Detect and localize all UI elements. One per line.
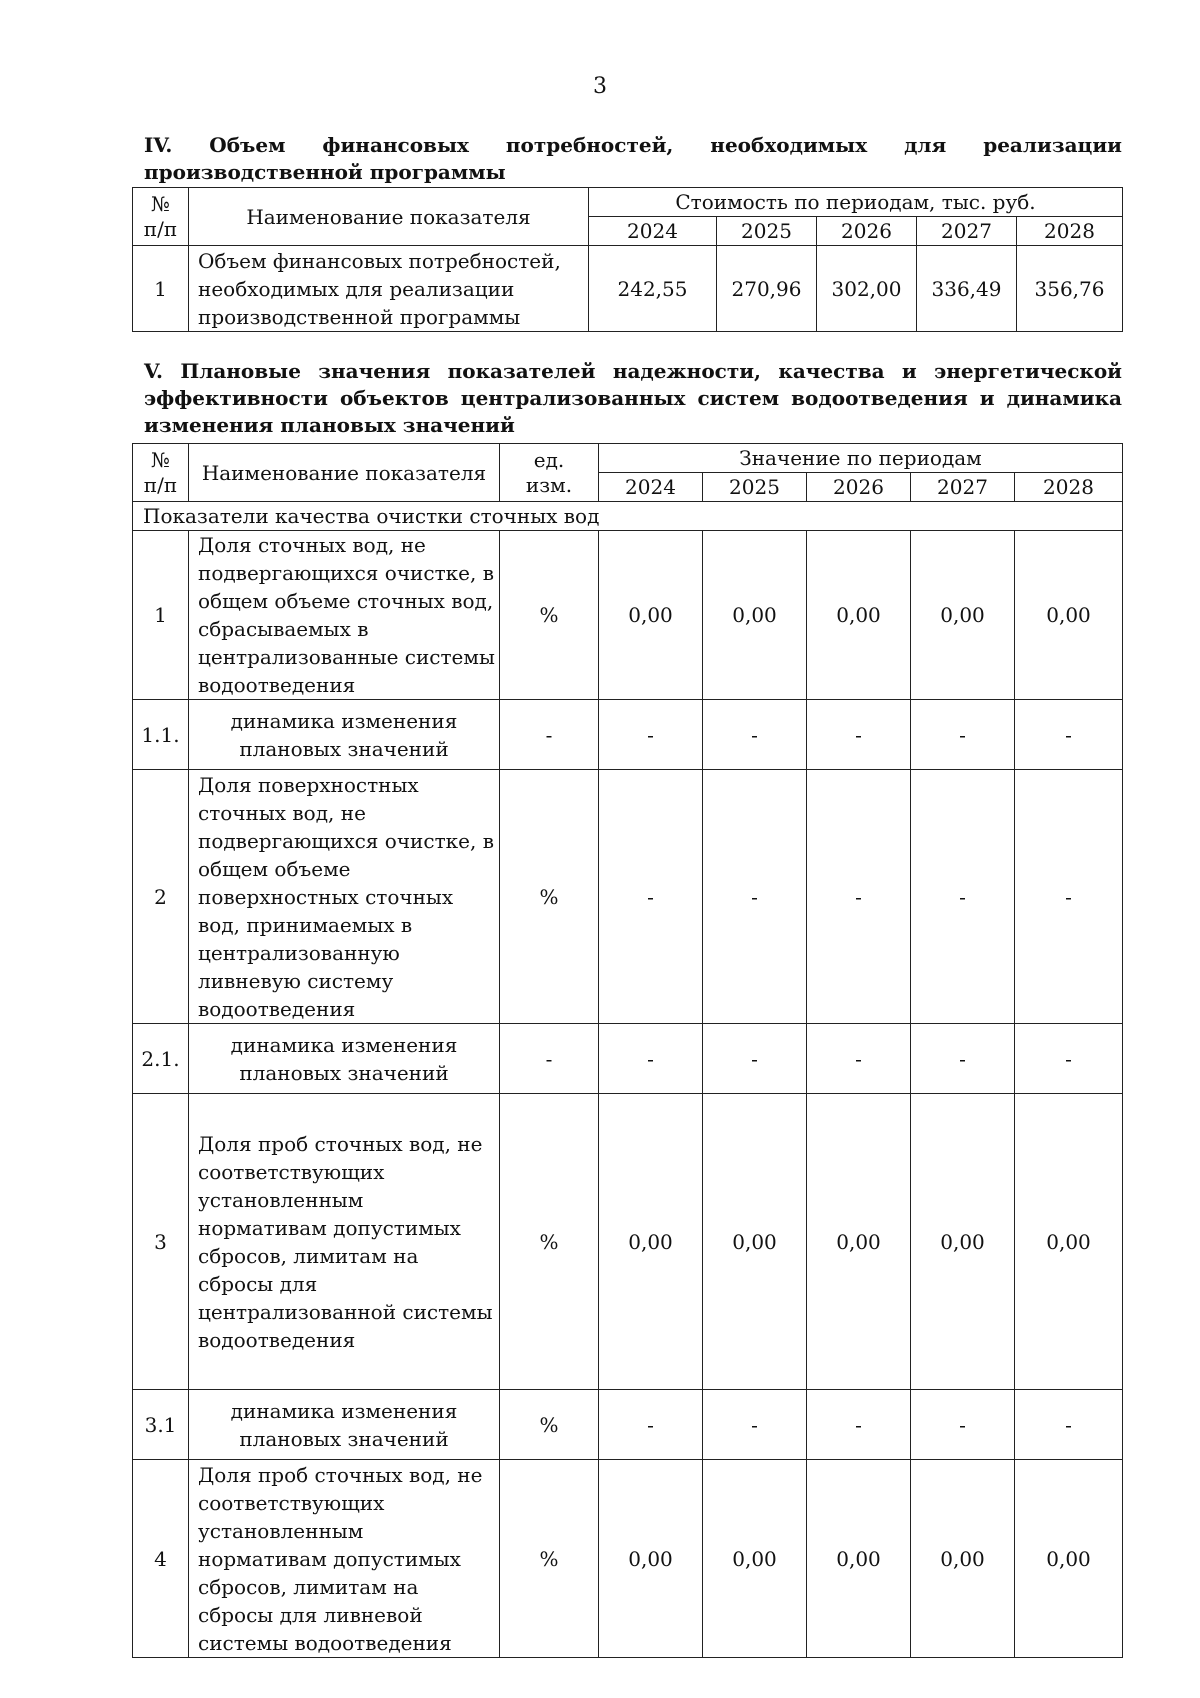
indicators-table — [132, 443, 1123, 1658]
row-num: 1 — [133, 531, 189, 700]
row-num: 3.1 — [133, 1390, 189, 1460]
value-cell: 0,00 — [911, 531, 1015, 700]
value-cell: 0,00 — [807, 1094, 911, 1390]
header-num: № п/п — [133, 188, 189, 246]
section-4-heading: IV. Объем финансовых потребностей, необходимых для реализации производственной программы — [144, 133, 1122, 184]
value-cell: 0,00 — [911, 1094, 1015, 1390]
value-cell: 0,00 — [911, 1460, 1015, 1658]
year-header: 2025 — [717, 217, 817, 246]
row-name: Доля проб сточных вод, не соответствующих установленным нормативам допустимых сбросов, лимитам на сбросы для ливневой системы водоотведения — [189, 1460, 500, 1658]
sub-row — [133, 1024, 1123, 1094]
value-cell: 0,00 — [703, 531, 807, 700]
value-cell: - — [599, 770, 703, 1024]
row-num: 1 — [133, 246, 189, 332]
value-cell: - — [703, 700, 807, 770]
value-cell: - — [1015, 1024, 1123, 1094]
header-num: № п/п — [133, 444, 189, 502]
value-cell: - — [807, 770, 911, 1024]
value-cell: 302,00 — [817, 246, 917, 332]
table-row — [133, 1094, 1123, 1390]
value-cell: - — [1015, 700, 1123, 770]
value-cell: - — [807, 700, 911, 770]
value-cell: 270,96 — [717, 246, 817, 332]
table-row — [133, 531, 1123, 700]
table-row — [133, 1460, 1123, 1658]
table-row — [133, 246, 1123, 332]
value-cell: - — [911, 1024, 1015, 1094]
row-name: Доля поверхностных сточных вод, не подвергающихся очистке, в общем объеме поверхностных сточных вод, принимаемых в централизованную ливневую систему водоотведения — [189, 770, 500, 1024]
row-num: 4 — [133, 1460, 189, 1658]
table-row — [133, 770, 1123, 1024]
value-cell: - — [807, 1024, 911, 1094]
unit-cell: - — [500, 1024, 599, 1094]
row-name: Доля сточных вод, не подвергающихся очистке, в общем объеме сточных вод, сбрасываемых в централизованные системы водоотведения — [189, 531, 500, 700]
value-cell: 0,00 — [599, 531, 703, 700]
year-header: 2027 — [917, 217, 1017, 246]
value-cell: 336,49 — [917, 246, 1017, 332]
value-cell: 0,00 — [703, 1094, 807, 1390]
year-header: 2024 — [599, 473, 703, 502]
value-cell: 356,76 — [1017, 246, 1123, 332]
sub-row — [133, 700, 1123, 770]
value-cell: 0,00 — [807, 531, 911, 700]
value-cell: - — [599, 700, 703, 770]
row-name: динамика изменения плановых значений — [189, 700, 500, 770]
unit-cell: % — [500, 1390, 599, 1460]
value-cell: 0,00 — [1015, 531, 1123, 700]
header-values: Значение по периодам — [599, 444, 1123, 473]
value-cell: - — [703, 1024, 807, 1094]
group-label: Показатели качества очистки сточных вод — [133, 502, 1123, 531]
value-cell: - — [807, 1390, 911, 1460]
header-unit: ед. изм. — [500, 444, 599, 502]
sub-row — [133, 1390, 1123, 1460]
year-header: 2028 — [1015, 473, 1123, 502]
value-cell: 0,00 — [1015, 1460, 1123, 1658]
value-cell: - — [703, 770, 807, 1024]
header-name: Наименование показателя — [189, 444, 500, 502]
unit-cell: % — [500, 770, 599, 1024]
value-cell: 0,00 — [703, 1460, 807, 1658]
value-cell: 0,00 — [599, 1094, 703, 1390]
value-cell: - — [911, 700, 1015, 770]
financial-needs-table — [132, 187, 1123, 332]
value-cell: 0,00 — [807, 1460, 911, 1658]
value-cell: 0,00 — [599, 1460, 703, 1658]
header-name: Наименование показателя — [189, 188, 589, 246]
value-cell: - — [703, 1390, 807, 1460]
row-name: Доля проб сточных вод, не соответствующих установленным нормативам допустимых сбросов, лимитам на сбросы для централизованной системы водоотведения — [189, 1094, 500, 1390]
row-num: 1.1. — [133, 700, 189, 770]
unit-cell: % — [500, 1094, 599, 1390]
year-header: 2028 — [1017, 217, 1123, 246]
unit-cell: - — [500, 700, 599, 770]
value-cell: - — [1015, 770, 1123, 1024]
value-cell: - — [911, 1390, 1015, 1460]
row-name: динамика изменения плановых значений — [189, 1390, 500, 1460]
value-cell: - — [911, 770, 1015, 1024]
unit-cell: % — [500, 531, 599, 700]
value-cell: 0,00 — [1015, 1094, 1123, 1390]
year-header: 2026 — [817, 217, 917, 246]
year-header: 2026 — [807, 473, 911, 502]
row-name: динамика изменения плановых значений — [189, 1024, 500, 1094]
value-cell: - — [599, 1390, 703, 1460]
unit-cell: % — [500, 1460, 599, 1658]
year-header: 2024 — [589, 217, 717, 246]
value-cell: - — [599, 1024, 703, 1094]
page-number: 3 — [593, 74, 607, 99]
row-name: Объем финансовых потребностей, необходимых для реализации производственной программы — [189, 246, 589, 332]
row-num: 2.1. — [133, 1024, 189, 1094]
value-cell: 242,55 — [589, 246, 717, 332]
section-5-heading: V. Плановые значения показателей надежности, качества и энергетической эффективности объектов централизованных систем водоотведения и динамика изменения плановых значений — [144, 359, 1122, 437]
year-header: 2025 — [703, 473, 807, 502]
row-num: 2 — [133, 770, 189, 1024]
year-header: 2027 — [911, 473, 1015, 502]
header-cost: Стоимость по периодам, тыс. руб. — [589, 188, 1123, 217]
row-num: 3 — [133, 1094, 189, 1390]
value-cell: - — [1015, 1390, 1123, 1460]
